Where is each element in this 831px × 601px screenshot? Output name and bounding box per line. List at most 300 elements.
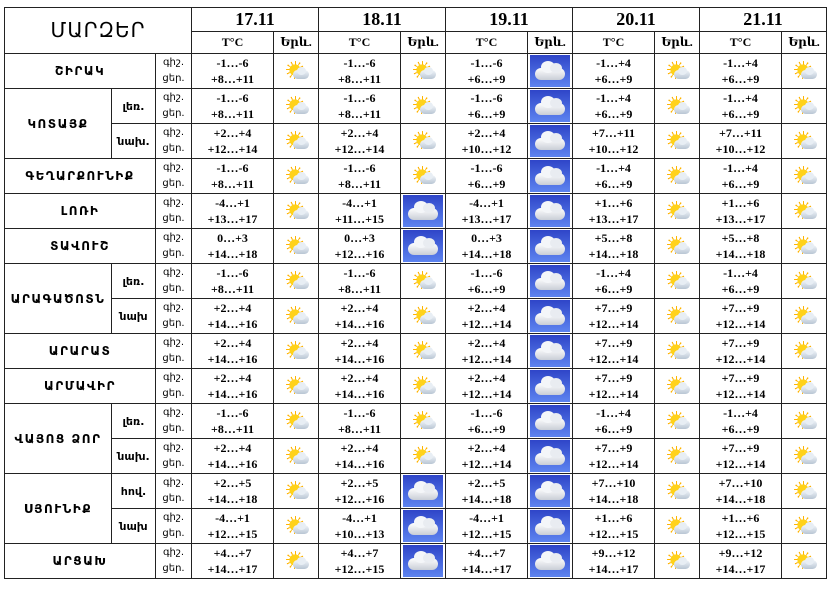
sun-behind-cloud-icon: [664, 236, 690, 256]
phenomenon-cell-day-1: [274, 369, 319, 404]
cloud-icon: [403, 510, 443, 542]
phenomenon-cell-day-3: [528, 439, 573, 474]
night-temp: 0…+3: [471, 231, 502, 245]
night-temp: +7…+9: [594, 301, 633, 315]
phenomenon-cell-day-1: [274, 334, 319, 369]
temp-cell-day-1: [192, 369, 274, 404]
sun-behind-cloud-icon: [664, 61, 690, 81]
sun-behind-cloud-icon: [283, 516, 309, 536]
day-temp: +13…+17: [588, 212, 639, 226]
temp-cell-day-2: [319, 159, 401, 194]
day-label: ցեր.: [162, 178, 185, 189]
sun-behind-cloud-icon: [791, 131, 817, 151]
night-temp: -1…+4: [723, 161, 758, 175]
day-temp: +14…+18: [715, 247, 766, 261]
sun-behind-cloud-icon: [664, 551, 690, 571]
night-temp: +2…+4: [213, 441, 252, 455]
day-temp: +14…+17: [461, 562, 512, 576]
night-temp: -1…-6: [216, 91, 249, 105]
night-temp: -4…+1: [215, 196, 250, 210]
cloud-icon: [403, 230, 443, 262]
phen-header: Երև.: [274, 32, 319, 54]
night-temp: -4…+1: [215, 511, 250, 525]
phenomenon-cell-day-3: [528, 194, 573, 229]
temp-cell-day-3: [446, 404, 528, 439]
phenomenon-cell-day-3: [528, 474, 573, 509]
day-temp: +12…+16: [334, 247, 385, 261]
cloud-icon: [530, 160, 570, 192]
night-temp: +4…+7: [467, 546, 506, 560]
temp-header: T°C: [573, 32, 655, 54]
phenomenon-cell-day-3: [528, 299, 573, 334]
night-label: գիշ.: [162, 477, 185, 488]
night-temp: -1…+4: [596, 266, 631, 280]
cloud-icon: [530, 90, 570, 122]
phenomenon-cell-day-3: [528, 334, 573, 369]
sun-behind-cloud-icon: [283, 376, 309, 396]
phenomenon-cell-day-5: [782, 334, 827, 369]
phenomenon-cell-day-1: [274, 194, 319, 229]
sun-behind-cloud-icon: [283, 551, 309, 571]
day-temp: +14…+18: [715, 492, 766, 506]
phenomenon-cell-day-1: [274, 509, 319, 544]
temp-cell-day-3: [446, 439, 528, 474]
phen-header: Երև.: [401, 32, 446, 54]
phenomenon-cell-day-1: [274, 159, 319, 194]
day-temp: +13…+17: [715, 212, 766, 226]
temp-cell-day-2: [319, 124, 401, 159]
day-temp: +8…+11: [210, 107, 254, 121]
time-labels: [156, 509, 192, 544]
day-temp: +10…+12: [588, 142, 639, 156]
day-temp: +14…+17: [715, 562, 766, 576]
sun-behind-cloud-icon: [791, 376, 817, 396]
region-name: ԱՐՄԱՎԻՐ: [5, 369, 156, 404]
temp-cell-day-5: [700, 544, 782, 579]
region-row: [5, 404, 827, 439]
cloud-icon: [530, 440, 570, 472]
night-label: գիշ.: [162, 407, 185, 418]
night-temp: -1…+4: [723, 406, 758, 420]
night-temp: +7…+9: [594, 371, 633, 385]
day-temp: +12…+15: [461, 527, 512, 541]
night-temp: -4…+1: [342, 511, 377, 525]
day-temp: +14…+18: [207, 492, 258, 506]
sun-behind-cloud-icon: [791, 481, 817, 501]
day-temp: +12…+14: [461, 387, 512, 401]
day-label: ցեր.: [162, 458, 185, 469]
day-temp: +14…+16: [207, 457, 258, 471]
region-row: [5, 159, 827, 194]
night-label: գիշ.: [162, 267, 185, 278]
phenomenon-cell-day-4: [655, 439, 700, 474]
night-temp: +7…+9: [721, 371, 760, 385]
night-temp: -1…+4: [723, 56, 758, 70]
date-header-1: 17.11: [192, 8, 319, 32]
temp-cell-day-3: [446, 474, 528, 509]
sub-area-label: նախ.: [112, 124, 156, 159]
temp-cell-day-5: [700, 299, 782, 334]
day-label: ցեր.: [162, 108, 185, 119]
night-temp: -1…+4: [596, 406, 631, 420]
cloud-icon: [530, 510, 570, 542]
phen-header: Երև.: [782, 32, 827, 54]
night-temp: +2…+4: [213, 371, 252, 385]
night-temp: -1…+4: [596, 91, 631, 105]
temp-cell-day-5: [700, 89, 782, 124]
day-temp: +14…+16: [207, 387, 258, 401]
phenomenon-cell-day-4: [655, 54, 700, 89]
forecast-table-body: [5, 8, 827, 579]
day-temp: +6…+9: [467, 282, 506, 296]
cloud-icon: [530, 475, 570, 507]
sun-behind-cloud-icon: [664, 411, 690, 431]
phenomenon-cell-day-1: [274, 264, 319, 299]
night-temp: -1…-6: [343, 406, 376, 420]
temp-header: T°C: [446, 32, 528, 54]
sun-behind-cloud-icon: [791, 306, 817, 326]
sun-behind-cloud-icon: [410, 376, 436, 396]
phenomenon-cell-day-5: [782, 159, 827, 194]
night-temp: +2…+4: [467, 441, 506, 455]
day-temp: +14…+18: [461, 492, 512, 506]
day-temp: +6…+9: [467, 177, 506, 191]
night-temp: +2…+4: [467, 126, 506, 140]
temp-cell-day-3: [446, 159, 528, 194]
sun-behind-cloud-icon: [283, 306, 309, 326]
temp-cell-day-5: [700, 194, 782, 229]
time-labels: [156, 194, 192, 229]
night-label: գիշ.: [162, 337, 185, 348]
temp-cell-day-3: [446, 544, 528, 579]
phenomenon-cell-day-1: [274, 299, 319, 334]
phenomenon-cell-day-3: [528, 54, 573, 89]
night-temp: +2…+4: [467, 301, 506, 315]
day-temp: +6…+9: [594, 107, 633, 121]
phenomenon-cell-day-3: [528, 404, 573, 439]
sun-behind-cloud-icon: [664, 481, 690, 501]
night-temp: +9…+12: [718, 546, 763, 560]
sun-behind-cloud-icon: [791, 341, 817, 361]
night-temp: +5…+8: [721, 231, 760, 245]
sub-area-label: լեռ.: [112, 264, 156, 299]
phenomenon-cell-day-2: [401, 509, 446, 544]
region-row: [5, 334, 827, 369]
day-label: ցեր.: [162, 248, 185, 259]
day-temp: +6…+9: [721, 177, 760, 191]
region-row: [5, 194, 827, 229]
cloud-icon: [530, 265, 570, 297]
temp-cell-day-1: [192, 439, 274, 474]
sun-behind-cloud-icon: [664, 201, 690, 221]
region-row: [5, 124, 827, 159]
day-temp: +6…+9: [467, 107, 506, 121]
time-labels: [156, 299, 192, 334]
day-temp: +10…+12: [461, 142, 512, 156]
phenomenon-cell-day-5: [782, 54, 827, 89]
sun-behind-cloud-icon: [791, 236, 817, 256]
phenomenon-cell-day-4: [655, 229, 700, 264]
phenomenon-cell-day-2: [401, 54, 446, 89]
night-temp: +2…+4: [467, 336, 506, 350]
temp-cell-day-5: [700, 54, 782, 89]
night-temp: +7…+10: [718, 476, 763, 490]
phenomenon-cell-day-2: [401, 299, 446, 334]
cloud-icon: [530, 55, 570, 87]
temp-cell-day-5: [700, 334, 782, 369]
night-temp: +7…+11: [718, 126, 762, 140]
day-label: ցեր.: [162, 353, 185, 364]
sun-behind-cloud-icon: [283, 411, 309, 431]
day-temp: +14…+16: [334, 317, 385, 331]
night-label: գիշ.: [162, 372, 185, 383]
sun-behind-cloud-icon: [664, 376, 690, 396]
night-temp: -4…+1: [342, 196, 377, 210]
phenomenon-cell-day-4: [655, 404, 700, 439]
phenomenon-cell-day-1: [274, 404, 319, 439]
temp-cell-day-3: [446, 264, 528, 299]
sun-behind-cloud-icon: [410, 166, 436, 186]
temp-cell-day-3: [446, 54, 528, 89]
cloud-icon: [530, 230, 570, 262]
day-temp: +14…+18: [588, 492, 639, 506]
time-labels: [156, 544, 192, 579]
temp-cell-day-4: [573, 124, 655, 159]
night-temp: +5…+8: [594, 231, 633, 245]
day-temp: +6…+9: [721, 107, 760, 121]
time-labels: [156, 264, 192, 299]
time-labels: [156, 474, 192, 509]
night-temp: -1…-6: [343, 56, 376, 70]
night-temp: -1…+4: [596, 161, 631, 175]
temp-cell-day-2: [319, 299, 401, 334]
day-temp: +8…+11: [210, 72, 254, 86]
cloud-icon: [530, 405, 570, 437]
day-temp: +6…+9: [594, 282, 633, 296]
temp-cell-day-4: [573, 439, 655, 474]
night-temp: +2…+5: [213, 476, 252, 490]
temp-cell-day-3: [446, 124, 528, 159]
day-temp: +10…+13: [334, 527, 385, 541]
sun-behind-cloud-icon: [664, 131, 690, 151]
day-temp: +12…+14: [461, 457, 512, 471]
night-temp: -1…-6: [470, 161, 503, 175]
night-label: գիշ.: [162, 512, 185, 523]
day-temp: +8…+11: [210, 422, 254, 436]
phenomenon-cell-day-2: [401, 404, 446, 439]
temp-cell-day-1: [192, 159, 274, 194]
phenomenon-cell-day-3: [528, 369, 573, 404]
day-temp: +8…+11: [337, 422, 381, 436]
night-temp: +2…+4: [340, 371, 379, 385]
day-label: ցեր.: [162, 563, 185, 574]
phenomenon-cell-day-5: [782, 474, 827, 509]
region-row: [5, 54, 827, 89]
night-temp: +7…+11: [591, 126, 635, 140]
sun-behind-cloud-icon: [410, 61, 436, 81]
phenomenon-cell-day-2: [401, 334, 446, 369]
temp-cell-day-5: [700, 264, 782, 299]
temp-cell-day-4: [573, 404, 655, 439]
phenomenon-cell-day-3: [528, 229, 573, 264]
day-temp: +12…+14: [461, 317, 512, 331]
night-temp: +2…+4: [340, 441, 379, 455]
phenomenon-cell-day-2: [401, 229, 446, 264]
day-temp: +12…+14: [588, 457, 639, 471]
temp-cell-day-4: [573, 334, 655, 369]
day-label: ցեր.: [162, 283, 185, 294]
forecast-table: [4, 7, 827, 579]
phenomenon-cell-day-2: [401, 369, 446, 404]
night-temp: +4…+7: [340, 546, 379, 560]
day-label: ցեր.: [162, 318, 185, 329]
region-name: ԱՐԱՐԱՏ: [5, 334, 156, 369]
region-row: [5, 439, 827, 474]
temp-cell-day-5: [700, 229, 782, 264]
phenomenon-cell-day-3: [528, 544, 573, 579]
sun-behind-cloud-icon: [791, 411, 817, 431]
phenomenon-cell-day-3: [528, 124, 573, 159]
cloud-icon: [530, 195, 570, 227]
phenomenon-cell-day-4: [655, 299, 700, 334]
phenomenon-cell-day-2: [401, 264, 446, 299]
night-temp: -1…+4: [596, 56, 631, 70]
sun-behind-cloud-icon: [410, 411, 436, 431]
region-row: [5, 509, 827, 544]
temp-cell-day-4: [573, 299, 655, 334]
temp-cell-day-5: [700, 509, 782, 544]
day-temp: +12…+14: [588, 352, 639, 366]
temp-cell-day-1: [192, 334, 274, 369]
night-label: գիշ.: [162, 302, 185, 313]
sun-behind-cloud-icon: [791, 551, 817, 571]
sun-behind-cloud-icon: [283, 446, 309, 466]
day-label: ցեր.: [162, 73, 185, 84]
night-temp: +4…+7: [213, 546, 252, 560]
phenomenon-cell-day-2: [401, 544, 446, 579]
day-temp: +12…+14: [588, 317, 639, 331]
day-label: ցեր.: [162, 493, 185, 504]
day-temp: +6…+9: [467, 422, 506, 436]
night-temp: -4…+1: [469, 196, 504, 210]
temp-cell-day-1: [192, 509, 274, 544]
region-name: ԱՐՑԱԽ: [5, 544, 156, 579]
night-temp: +1…+6: [721, 196, 760, 210]
sun-behind-cloud-icon: [664, 96, 690, 116]
cloud-icon: [403, 545, 443, 577]
date-header-2: 18.11: [319, 8, 446, 32]
day-temp: +12…+14: [461, 352, 512, 366]
phenomenon-cell-day-3: [528, 264, 573, 299]
sub-area-label: լեռ.: [112, 89, 156, 124]
night-temp: -1…-6: [470, 56, 503, 70]
phenomenon-cell-day-5: [782, 439, 827, 474]
night-temp: +7…+9: [721, 441, 760, 455]
temp-cell-day-3: [446, 334, 528, 369]
time-labels: [156, 124, 192, 159]
time-labels: [156, 54, 192, 89]
phenomenon-cell-day-3: [528, 509, 573, 544]
temp-cell-day-2: [319, 369, 401, 404]
sun-behind-cloud-icon: [283, 236, 309, 256]
day-temp: +12…+14: [334, 142, 385, 156]
sun-behind-cloud-icon: [664, 271, 690, 291]
night-temp: -1…-6: [470, 91, 503, 105]
sun-behind-cloud-icon: [283, 96, 309, 116]
sub-area-label: նախ: [112, 509, 156, 544]
night-temp: 0…+3: [344, 231, 375, 245]
sub-area-label: լեռ.: [112, 404, 156, 439]
night-label: գիշ.: [162, 197, 185, 208]
day-temp: +11…+15: [334, 212, 384, 226]
region-row: [5, 544, 827, 579]
temp-cell-day-4: [573, 159, 655, 194]
sun-behind-cloud-icon: [791, 446, 817, 466]
day-temp: +14…+17: [207, 562, 258, 576]
date-header-5: 21.11: [700, 8, 827, 32]
temp-cell-day-2: [319, 404, 401, 439]
region-name: ՎԱՅՈՑ ՁՈՐ: [5, 404, 112, 474]
phenomenon-cell-day-4: [655, 369, 700, 404]
sub-area-label: նախ.: [112, 439, 156, 474]
phenomenon-cell-day-1: [274, 89, 319, 124]
night-label: գիշ.: [162, 92, 185, 103]
temp-cell-day-4: [573, 369, 655, 404]
night-temp: +7…+9: [594, 336, 633, 350]
sun-behind-cloud-icon: [410, 131, 436, 151]
night-temp: -1…-6: [216, 161, 249, 175]
day-temp: +14…+16: [207, 317, 258, 331]
temp-header: T°C: [319, 32, 401, 54]
phenomenon-cell-day-4: [655, 264, 700, 299]
phenomenon-cell-day-4: [655, 509, 700, 544]
phenomenon-cell-day-5: [782, 299, 827, 334]
time-labels: [156, 369, 192, 404]
temp-cell-day-1: [192, 54, 274, 89]
temp-cell-day-4: [573, 544, 655, 579]
temp-cell-day-5: [700, 404, 782, 439]
sun-behind-cloud-icon: [791, 96, 817, 116]
phenomenon-cell-day-2: [401, 439, 446, 474]
sun-behind-cloud-icon: [283, 131, 309, 151]
sun-behind-cloud-icon: [664, 446, 690, 466]
sun-behind-cloud-icon: [410, 271, 436, 291]
day-temp: +6…+9: [467, 72, 506, 86]
time-labels: [156, 229, 192, 264]
phenomenon-cell-day-5: [782, 369, 827, 404]
sun-behind-cloud-icon: [791, 516, 817, 536]
night-temp: +2…+4: [467, 371, 506, 385]
regions-header: ՄԱՐԶԵՐ: [5, 8, 192, 54]
day-temp: +14…+16: [334, 457, 385, 471]
day-temp: +12…+14: [715, 352, 766, 366]
phenomenon-cell-day-2: [401, 194, 446, 229]
sun-behind-cloud-icon: [410, 446, 436, 466]
region-name: ՍՅՈՒՆԻՔ: [5, 474, 112, 544]
sun-behind-cloud-icon: [283, 201, 309, 221]
temp-header: T°C: [192, 32, 274, 54]
day-temp: +6…+9: [594, 422, 633, 436]
night-label: գիշ.: [162, 547, 185, 558]
phenomenon-cell-day-4: [655, 124, 700, 159]
cloud-icon: [530, 125, 570, 157]
night-temp: -1…-6: [216, 406, 249, 420]
date-header-4: 20.11: [573, 8, 700, 32]
night-temp: -1…-6: [470, 266, 503, 280]
sub-area-label: հով.: [112, 474, 156, 509]
night-label: գիշ.: [162, 162, 185, 173]
day-temp: +14…+16: [207, 352, 258, 366]
